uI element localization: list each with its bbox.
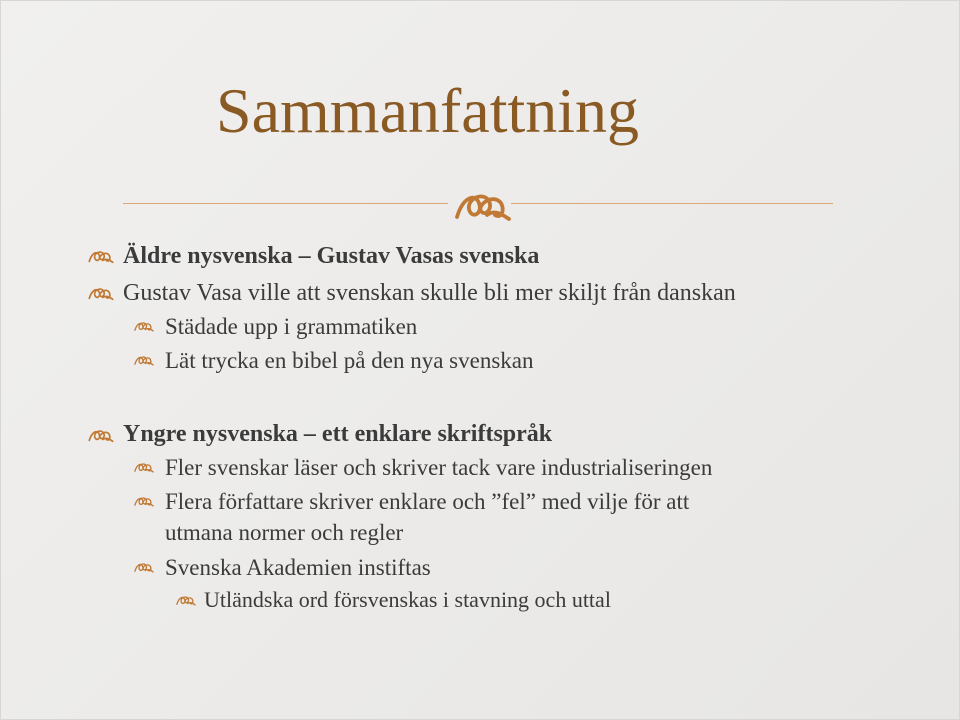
- bullet-item-forfattare: Flera författare skriver enklare och ”fel” med vilje för att: [165, 489, 690, 514]
- flourish-bullet-icon: [173, 593, 199, 607]
- divider-rule-right: [511, 203, 833, 204]
- bullet-item-utlandska-ord: Utländska ord försvenskas i stavning och uttal: [204, 587, 611, 612]
- slide-title: Sammanfattning: [216, 75, 640, 146]
- bullet-item-akademien: Svenska Akademien instiftas: [165, 555, 431, 580]
- flourish-bullet-icon: [131, 560, 157, 574]
- flourish-bullet-icon: [84, 426, 118, 444]
- flourish-bullet-icon: [131, 494, 157, 508]
- bullet-item-yngre-nysvenska: Yngre nysvenska – ett enklare skriftspråk: [123, 421, 553, 447]
- flourish-bullet-icon: [131, 319, 157, 333]
- bullet-item-grammatiken: Städade upp i grammatiken: [165, 314, 418, 339]
- divider-rule-left: [123, 203, 448, 204]
- flourish-bullet-icon: [84, 247, 118, 265]
- flourish-bullet-icon: [131, 460, 157, 474]
- bullet-item-industrialiseringen: Fler svenskar läser och skriver tack vare industrialiseringen: [165, 455, 713, 480]
- bullet-item-bibel: Lät trycka en bibel på den nya svenskan: [165, 348, 534, 373]
- flourish-bullet-icon: [84, 284, 118, 302]
- bullet-item-gustav-vasa: Gustav Vasa ville att svenskan skulle bli mer skiljt från danskan: [123, 280, 736, 306]
- flourish-ornament-icon: [453, 184, 513, 226]
- bullet-item-forfattare-cont: utmana normer och regler: [165, 520, 404, 545]
- flourish-bullet-icon: [131, 353, 157, 367]
- bullet-item-aldre-nysvenska: Äldre nysvenska – Gustav Vasas svenska: [123, 243, 540, 269]
